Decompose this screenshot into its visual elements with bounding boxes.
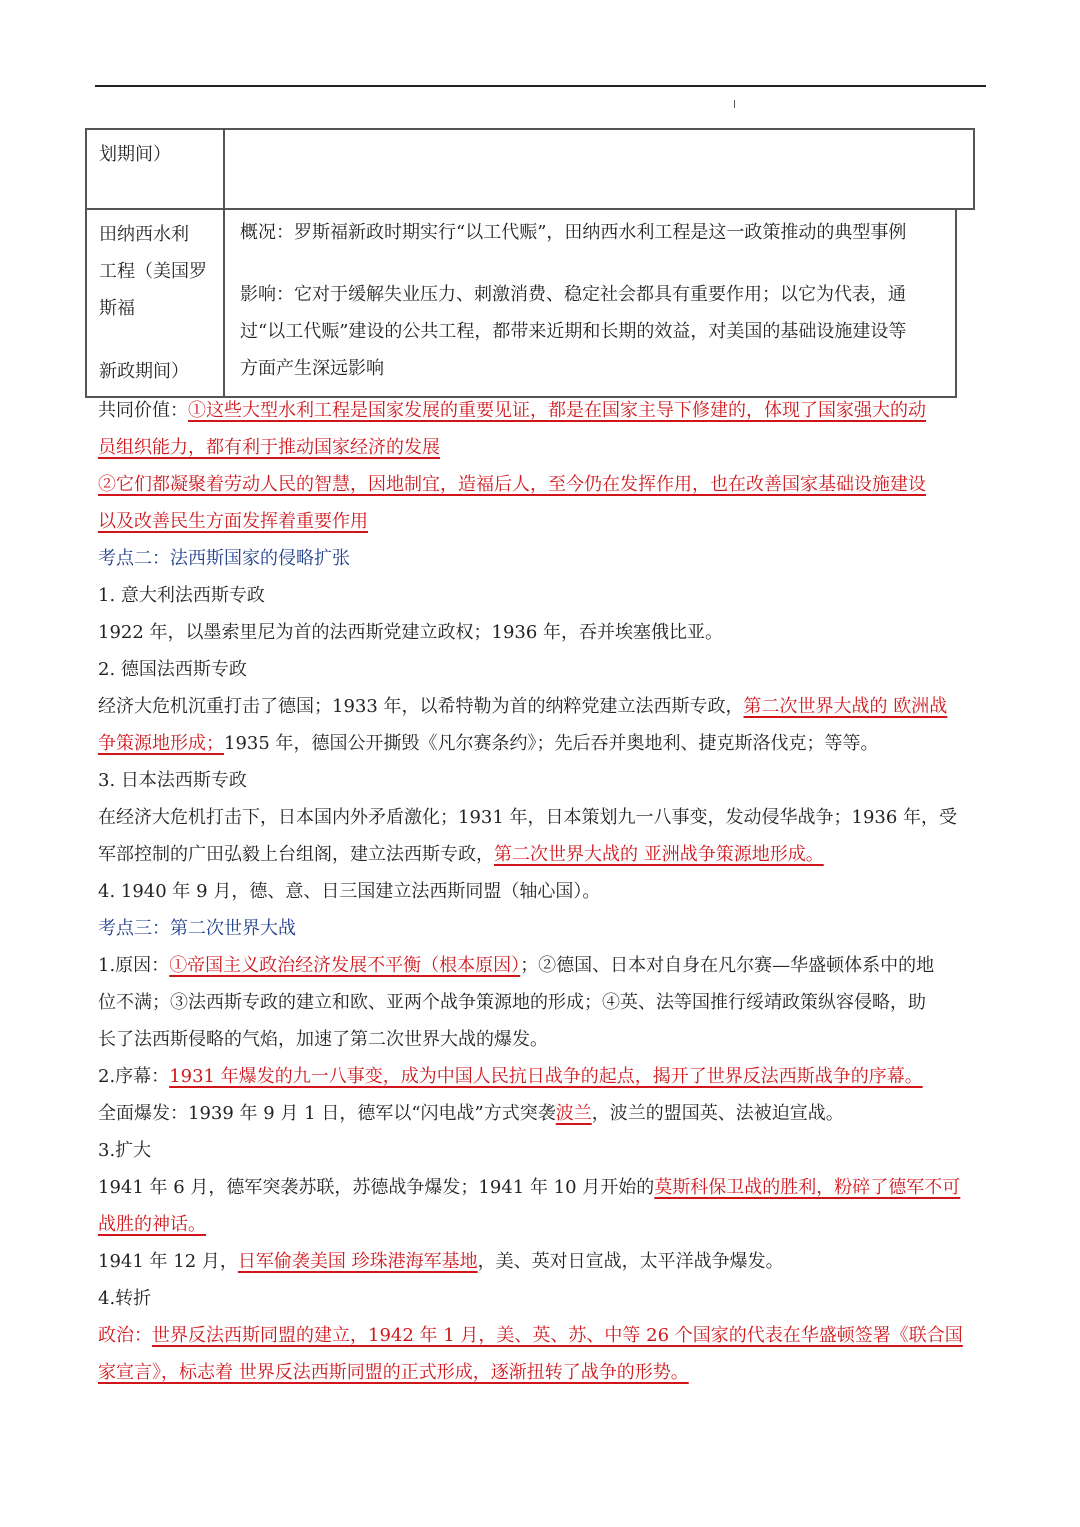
common-value-2b: 以及改善民生方面发挥着重要作用	[98, 511, 368, 532]
subheading-expand: 3.扩大	[98, 1140, 152, 1161]
common-value-2a: ②它们都凝聚着劳动人民的智慧，因地制宜，造福后人，至今仍在发挥作用，也在改善国家基础设施建设	[98, 474, 926, 495]
impact-line: 过“以工代赈”建设的公共工程，都带来近期和长期的效益，对美国的基础设施建设等	[240, 321, 907, 342]
cause-text-1: ；②德国、日本对自身在凡尔赛—华盛顿体系中的地	[520, 955, 935, 976]
subheading-germany: 2. 德国法西斯专政	[98, 659, 247, 680]
japan-text-b: 军部控制的广田弘毅上台组阁，建立法西斯专政，	[98, 844, 494, 865]
politics-label: 政治：	[98, 1325, 152, 1346]
row1-label: 划期间）	[99, 144, 171, 165]
japan-text-a: 在经济大危机打击下，日本国内外矛盾激化；1931 年，日本策划九一八事变，发动侵华战争；1936 年，受	[98, 807, 958, 828]
subheading-turn: 4.转折	[98, 1288, 152, 1309]
politics-highlight-1: 世界反法西斯同盟的建立，1942 年 1 月，美、英、苏、中等 26 个国家的代表在华盛顿签署《联合国	[152, 1325, 963, 1346]
expand1-highlight-1: 莫斯科保卫战的胜利，粉碎了德军不可	[654, 1177, 961, 1198]
outbreak-text-a: 全面爆发：1939 年 9 月 1 日，德军以“闪电战”方式突袭	[98, 1103, 556, 1124]
common-value-label: 共同价值：	[98, 400, 188, 421]
subheading-italy: 1. 意大利法西斯专政	[98, 585, 265, 606]
expand2-highlight: 日军偷袭美国 珍珠港海军基地	[237, 1251, 478, 1272]
expand2-text-a: 1941 年 12 月，	[98, 1251, 238, 1272]
table-cell-row1-left	[85, 128, 225, 210]
expand1-highlight-2: 战胜的神话。	[98, 1214, 206, 1235]
prelude-highlight: 1931 年爆发的九一八事变，成为中国人民抗日战争的起点，揭开了世界反法西斯战争的序幕。	[169, 1066, 923, 1087]
header-mark	[734, 100, 735, 108]
prelude-label: 2.序幕：	[98, 1066, 170, 1087]
common-value-1b: 员组织能力，都有利于推动国家经济的发展	[98, 437, 440, 458]
subheading-japan: 3. 日本法西斯专政	[98, 770, 247, 791]
japan-highlight: 第二次世界大战的 亚洲战争策源地形成。	[494, 844, 824, 865]
politics-highlight-2: 家宣言》，标志着 世界反法西斯同盟的正式形成，逐渐扭转了战争的形势。	[98, 1362, 689, 1383]
row2-label-line: 工程（美国罗	[99, 261, 207, 282]
expand2-text-b: ，美、英对日宣战，太平洋战争爆发。	[477, 1251, 784, 1272]
document-body	[98, 392, 986, 1391]
row2-label-line: 斯福	[99, 298, 135, 319]
impact-line: 影响：它对于缓解失业压力、刺激消费、稳定社会都具有重要作用；以它为代表，通	[240, 284, 906, 305]
germany-text-b: 1935 年，德国公开撕毁《凡尔赛条约》；先后吞并奥地利、捷克斯洛伐克；等等。	[224, 733, 879, 754]
common-value-1a: ①这些大型水利工程是国家发展的重要见证，都是在国家主导下修建的，体现了国家强大的动	[188, 400, 926, 421]
overview-text: 概况：罗斯福新政时期实行“以工代赈”，田纳西水利工程是这一政策推动的典型事例	[240, 222, 907, 243]
section-heading-k2: 考点二：法西斯国家的侵略扩张	[98, 548, 350, 569]
expand1-text: 1941 年 6 月，德军突袭苏联，苏德战争爆发；1941 年 10 月开始的	[98, 1177, 655, 1198]
row2-label-line: 田纳西水利	[99, 224, 189, 245]
germany-highlight-2: 争策源地形成；	[98, 733, 224, 754]
common-value-line	[98, 392, 986, 429]
cause-highlight: ①帝国主义政治经济发展不平衡（根本原因）	[169, 955, 521, 976]
cause-text-3: 长了法西斯侵略的气焰，加速了第二次世界大战的爆发。	[98, 1029, 548, 1050]
italy-text: 1922 年，以墨索里尼为首的法西斯党建立政权；1936 年，吞并埃塞俄比亚。	[98, 622, 724, 643]
table-cell-row2-right	[223, 208, 957, 398]
germany-text-a: 经济大危机沉重打击了德国；1933 年，以希特勒为首的纳粹党建立法西斯专政，	[98, 696, 744, 717]
table-cell-row1-right	[223, 128, 975, 210]
outbreak-highlight: 波兰	[555, 1103, 592, 1124]
outbreak-text-b: ，波兰的盟国英、法被迫宣战。	[591, 1103, 844, 1124]
cause-label: 1.原因：	[98, 955, 170, 976]
section-heading-k3: 考点三：第二次世界大战	[98, 918, 296, 939]
cause-text-2: 位不满；③法西斯专政的建立和欧、亚两个战争策源地的形成；④英、法等国推行绥靖政策纵容侵略，助	[98, 992, 926, 1013]
germany-highlight-1: 第二次世界大战的 欧洲战	[743, 696, 948, 717]
table-cell-row2-left	[85, 208, 225, 398]
impact-line: 方面产生深远影响	[240, 358, 384, 379]
row2-label-line: 新政期间）	[99, 361, 189, 382]
header-rule	[95, 85, 986, 87]
axis-alliance-text: 4. 1940 年 9 月，德、意、日三国建立法西斯同盟（轴心国）。	[98, 881, 601, 902]
